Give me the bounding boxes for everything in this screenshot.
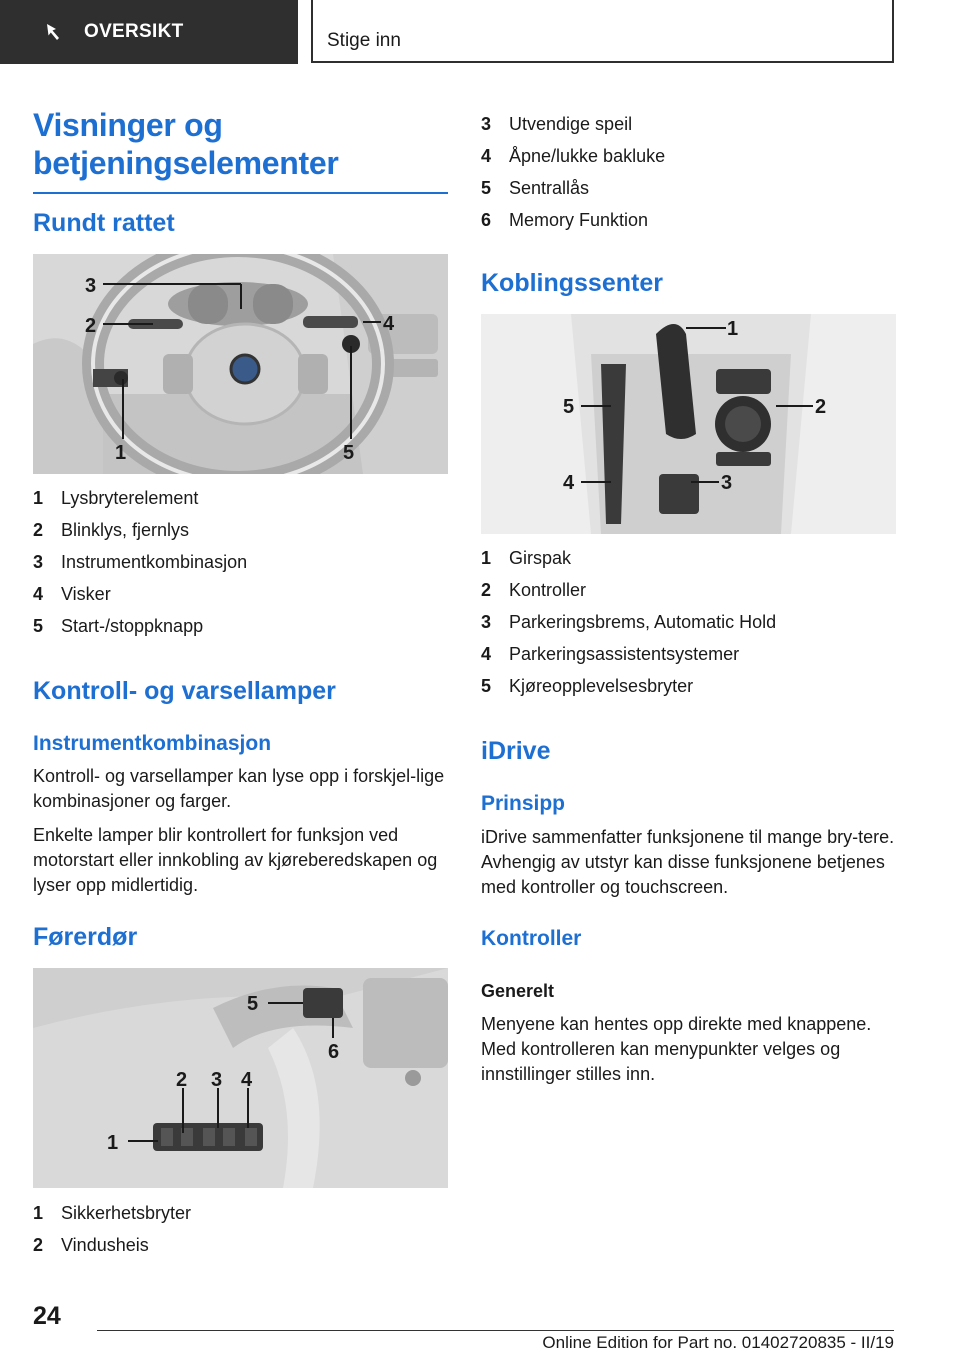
right-column (481, 0, 896, 1290)
console-callout-1: 1 (727, 318, 739, 340)
subheading-instrument-cluster: Instrumentkombinasjon (33, 732, 272, 755)
list-item (33, 514, 448, 546)
item-number: 3 (481, 113, 492, 134)
page-number: 24 (33, 1302, 61, 1330)
heading-console: Koblingssenter (481, 269, 663, 297)
item-label: Kontroller (509, 579, 587, 600)
item-label: Girspak (509, 547, 572, 568)
door-callout-4: 4 (241, 1069, 253, 1091)
list-item (481, 172, 896, 204)
item-number: 5 (481, 177, 492, 198)
console-callout-3: 3 (721, 472, 733, 494)
general-paragraph: Menyene kan hentes opp direkte med knappene. Med kontrolleren kan menypunkter velges og innstillinger stilles inn. (481, 1014, 872, 1084)
steering-callout-5: 5 (343, 442, 355, 464)
item-number: 2 (33, 1234, 44, 1255)
subheading-controller: Kontroller (481, 927, 582, 950)
list-item (481, 670, 896, 702)
list-item (33, 482, 448, 514)
page-title-line2: betjeningselementer (33, 145, 339, 181)
item-number: 5 (481, 675, 492, 696)
item-label: Instrumentkombinasjon (61, 551, 248, 572)
section-tab-label: Stige inn (327, 30, 401, 51)
item-label: Start-/stoppknapp (61, 615, 204, 636)
principle-paragraph: iDrive sammenfatter funksjonene til mange bry-tere. Avhengig av utstyr kan disse funksjonene betjenes med kontroller og touchscreen. (481, 827, 895, 897)
left-column (33, 0, 448, 1290)
console-callout-4: 4 (563, 472, 575, 494)
item-label: Visker (61, 583, 111, 604)
steering-callout-4: 4 (383, 313, 395, 335)
steering-callout-3: 3 (85, 275, 97, 297)
list-item (481, 108, 896, 140)
list-item (481, 204, 896, 236)
item-number: 6 (481, 209, 492, 230)
item-number: 4 (481, 643, 492, 664)
lamps-paragraph-1: Kontroll- og varsellamper kan lyse opp i forskjel-lige kombinasjoner og farger. (33, 766, 445, 811)
console-callout-2: 2 (815, 396, 827, 418)
console-legend (481, 542, 896, 702)
item-number: 3 (33, 551, 44, 572)
list-item (481, 638, 896, 670)
item-number: 5 (33, 615, 44, 636)
subheading-principle: Prinsipp (481, 792, 566, 815)
list-item (481, 542, 896, 574)
item-label: Parkeringsbrems, Automatic Hold (509, 611, 777, 632)
item-label: Parkeringsassistentsystemer (509, 643, 740, 664)
item-label: Memory Funktion (509, 209, 649, 230)
item-label: Vindusheis (61, 1234, 149, 1255)
door-callout-2: 2 (176, 1069, 188, 1091)
door-callout-6: 6 (328, 1041, 340, 1063)
door-legend-right (481, 108, 896, 236)
footer-edition: Online Edition for Part no. 01402720835 - II/19 (542, 1333, 894, 1352)
list-item (481, 606, 896, 638)
door-callout-5: 5 (247, 993, 259, 1015)
item-label: Utvendige speil (509, 113, 633, 134)
item-label: Lysbryterelement (61, 487, 199, 508)
heading-idrive: iDrive (481, 737, 551, 765)
driver-door-image (33, 968, 448, 1188)
tab-overview-label: OVERSIKT (84, 21, 184, 42)
item-number: 2 (33, 519, 44, 540)
heading-lamps: Kontroll- og varsellamper (33, 677, 336, 705)
steering-callout-1: 1 (115, 442, 127, 464)
list-item (481, 140, 896, 172)
lamps-paragraph-2: Enkelte lamper blir kontrollert for funksjon ved motorstart eller innkobling av kjøreberedskapen og lyser opp midlertidig. (33, 825, 438, 895)
item-label: Åpne/lukke bakluke (509, 145, 666, 166)
item-number: 1 (33, 487, 44, 508)
title-rule (33, 192, 448, 194)
steering-wheel-image (33, 254, 448, 474)
subheading-general: Generelt (481, 981, 555, 1001)
item-number: 3 (481, 611, 492, 632)
steering-callout-2: 2 (85, 315, 97, 337)
item-label: Sentrallås (509, 177, 590, 198)
page-title-line1: Visninger og (33, 107, 223, 143)
item-label: Kjøreopplevelsesbryter (509, 675, 694, 696)
footer-rule (97, 1330, 894, 1331)
list-item (33, 578, 448, 610)
list-item (33, 610, 448, 642)
door-callout-3: 3 (211, 1069, 223, 1091)
door-callout-1: 1 (107, 1132, 119, 1154)
item-number: 1 (481, 547, 492, 568)
item-label: Sikkerhetsbryter (61, 1202, 192, 1223)
heading-driver-door: Førerdør (33, 923, 138, 951)
center-console-image (481, 314, 896, 534)
page-title (33, 106, 448, 182)
item-number: 1 (33, 1202, 44, 1223)
list-item (481, 574, 896, 606)
steering-legend (33, 482, 448, 642)
list-item (33, 1229, 448, 1261)
item-number: 2 (481, 579, 492, 600)
item-number: 4 (481, 145, 492, 166)
door-legend-left (33, 1197, 448, 1261)
heading-steering: Rundt rattet (33, 209, 175, 237)
console-callout-5: 5 (563, 396, 575, 418)
item-number: 4 (33, 583, 44, 604)
list-item (33, 1197, 448, 1229)
item-label: Blinklys, fjernlys (61, 519, 190, 540)
list-item (33, 546, 448, 578)
